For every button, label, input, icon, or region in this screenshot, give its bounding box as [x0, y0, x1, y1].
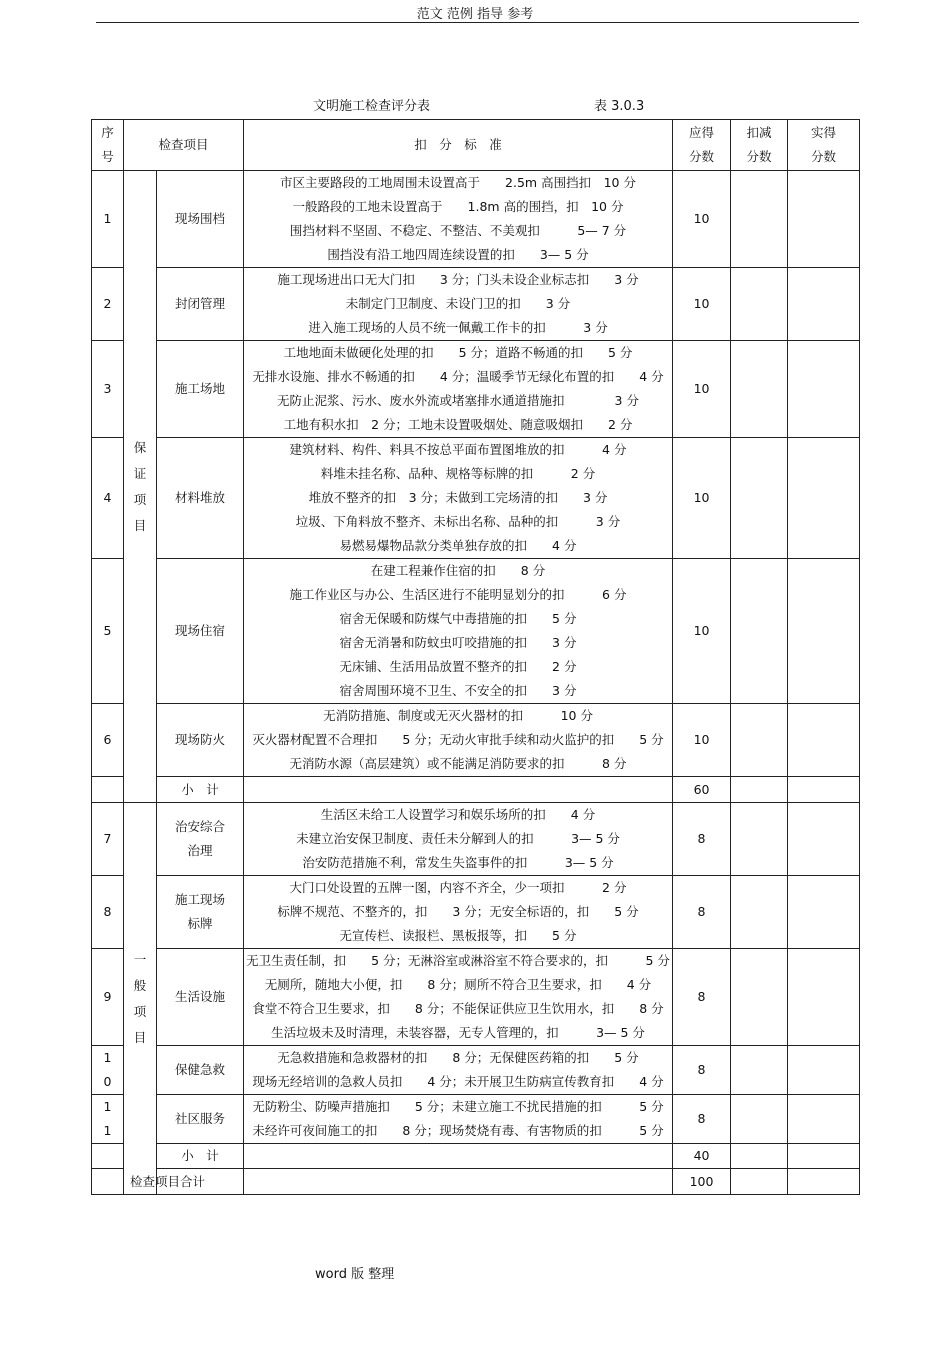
row-seq: 8 [92, 876, 124, 949]
row-actual-score [788, 1144, 860, 1169]
row-item: 社区服务 [157, 1095, 244, 1144]
row-actual-score [788, 1169, 860, 1195]
total-label: 检查项目合计 [92, 1169, 244, 1195]
row-standards: 建筑材料、构件、料具不按总平面布置图堆放的扣 4 分 料堆未挂名称、品种、规格等标牌的扣 2 分 堆放不整齐的扣 3 分；未做到工完场清的扣 3 分 垃圾、下角料放不整齐、未标出名称、品种的扣 3 分 易燃易爆物品款分类单独存放的扣 4 分 [244, 438, 673, 559]
subtotal-label: 小 计 [157, 1144, 244, 1169]
col-due-header: 应得 分数 [673, 120, 731, 171]
row-actual-score [788, 171, 860, 268]
row-item: 现场防火 [157, 704, 244, 777]
table-row [92, 704, 860, 777]
row-standards [244, 777, 673, 803]
row-deduct-score [731, 268, 788, 341]
row-due-score: 8 [673, 1095, 731, 1144]
row-deduct-score [731, 1144, 788, 1169]
row-due-score: 10 [673, 559, 731, 704]
group-label-general: 一 般 项 目 [124, 803, 157, 1195]
row-seq: 1 1 [92, 1095, 124, 1144]
row-deduct-score [731, 803, 788, 876]
row-item: 现场住宿 [157, 559, 244, 704]
row-standards [244, 1169, 673, 1195]
table-title: 文明施工检查评分表 [313, 99, 431, 114]
subtotal-row [92, 777, 860, 803]
row-standards: 无消防措施、制度或无灭火器材的扣 10 分 灭火器材配置不合理扣 5 分；无动火审批手续和动火监护的扣 5 分 无消防水源（高层建筑）或不能满足消防要求的扣 8 分 [244, 704, 673, 777]
row-due-score: 10 [673, 704, 731, 777]
subtotal-score: 60 [673, 777, 731, 803]
page-header: 范文 范例 指导 参考 [416, 7, 534, 22]
row-seq [92, 1144, 124, 1169]
row-item: 保健急救 [157, 1046, 244, 1095]
subtotal-label: 小 计 [157, 777, 244, 803]
table-code: 表 3.0.3 [594, 99, 645, 114]
row-actual-score [788, 438, 860, 559]
row-deduct-score [731, 704, 788, 777]
row-due-score: 10 [673, 438, 731, 559]
row-actual-score [788, 1046, 860, 1095]
col-actual-header: 实得 分数 [788, 120, 860, 171]
row-item: 材料堆放 [157, 438, 244, 559]
row-standards: 市区主要路段的工地周围未设置高于 2.5m 高围挡扣 10 分 一般路段的工地未设置高于 1.8m 高的围挡，扣 10 分 围挡材料不坚固、不稳定、不整洁、不美观扣 5— 7 分 围挡没有沿工地四周连续设置的扣 3— 5 分 [244, 171, 673, 268]
table-row [92, 438, 860, 559]
row-item: 现场围档 [157, 171, 244, 268]
table-row [92, 1095, 860, 1144]
row-deduct-score [731, 949, 788, 1046]
row-item: 封闭管理 [157, 268, 244, 341]
row-seq: 3 [92, 341, 124, 438]
row-deduct-score [731, 171, 788, 268]
row-deduct-score [731, 438, 788, 559]
row-actual-score [788, 704, 860, 777]
header-rule [96, 22, 859, 23]
row-standards [244, 1144, 673, 1169]
row-actual-score [788, 949, 860, 1046]
row-seq: 6 [92, 704, 124, 777]
row-actual-score [788, 268, 860, 341]
table-row [92, 171, 860, 268]
row-standards: 在建工程兼作住宿的扣 8 分 施工作业区与办公、生活区进行不能明显划分的扣 6 分 宿舍无保暖和防煤气中毒措施的扣 5 分 宿舍无消暑和防蚊虫叮咬措施的扣 3 分 无床铺、生活用品放置不整齐的扣 2 分 宿舍周围环境不卫生、不安全的扣 3 分 [244, 559, 673, 704]
row-due-score: 8 [673, 1046, 731, 1095]
group-label-guarantee: 保 证 项 目 [124, 171, 157, 803]
row-item: 生活设施 [157, 949, 244, 1046]
row-actual-score [788, 559, 860, 704]
row-seq: 7 [92, 803, 124, 876]
col-deduct-header: 扣减 分数 [731, 120, 788, 171]
subtotal-row [92, 1144, 860, 1169]
row-due-score: 8 [673, 949, 731, 1046]
table-row [92, 1046, 860, 1095]
row-standards: 施工现场进出口无大门扣 3 分；门头未设企业标志扣 3 分 未制定门卫制度、未设门卫的扣 3 分 进入施工现场的人员不统一佩戴工作卡的扣 3 分 [244, 268, 673, 341]
row-item: 治安综合 治理 [157, 803, 244, 876]
row-actual-score [788, 777, 860, 803]
page-footer: word 版 整理 [315, 1267, 395, 1282]
row-due-score: 8 [673, 876, 731, 949]
col-standard-header: 扣 分 标 准 [244, 120, 673, 171]
row-deduct-score [731, 777, 788, 803]
row-seq: 9 [92, 949, 124, 1046]
row-actual-score [788, 803, 860, 876]
row-deduct-score [731, 559, 788, 704]
subtotal-score: 40 [673, 1144, 731, 1169]
row-standards: 无急救措施和急救器材的扣 8 分；无保健医药箱的扣 5 分 现场无经培训的急救人员扣 4 分；未开展卫生防病宣传教育扣 4 分 [244, 1046, 673, 1095]
row-seq: 1 [92, 171, 124, 268]
row-seq [92, 777, 124, 803]
table-row [92, 803, 860, 876]
row-deduct-score [731, 1169, 788, 1195]
row-standards: 无卫生责任制，扣 5 分；无淋浴室或淋浴室不符合要求的，扣 5 分 无厕所，随地大小便，扣 8 分；厕所不符合卫生要求，扣 4 分 食堂不符合卫生要求，扣 8 分；不能保证供应卫生饮用水，扣 8 分 生活垃圾未及时清理，未装容器，无专人管理的，扣 3— 5 分 [244, 949, 673, 1046]
col-seq-header: 序 号 [92, 120, 124, 171]
row-standards: 生活区未给工人设置学习和娱乐场所的扣 4 分 未建立治安保卫制度、责任未分解到人的扣 3— 5 分 治安防范措施不利，常发生失盗事件的扣 3— 5 分 [244, 803, 673, 876]
row-item: 施工场地 [157, 341, 244, 438]
row-seq: 4 [92, 438, 124, 559]
row-due-score: 10 [673, 171, 731, 268]
row-deduct-score [731, 1046, 788, 1095]
total-row [92, 1169, 860, 1195]
table-row [92, 559, 860, 704]
total-score: 100 [673, 1169, 731, 1195]
col-item-header: 检查项目 [124, 120, 244, 171]
row-seq: 5 [92, 559, 124, 704]
row-seq: 2 [92, 268, 124, 341]
table-row [92, 949, 860, 1046]
row-standards: 无防粉尘、防噪声措施扣 5 分；未建立施工不扰民措施的扣 5 分 未经许可夜间施工的扣 8 分；现场焚烧有毒、有害物质的扣 5 分 [244, 1095, 673, 1144]
table-row [92, 268, 860, 341]
row-item: 施工现场 标牌 [157, 876, 244, 949]
row-actual-score [788, 341, 860, 438]
header-row [92, 120, 860, 171]
row-deduct-score [731, 1095, 788, 1144]
table-row [92, 876, 860, 949]
row-due-score: 10 [673, 268, 731, 341]
row-deduct-score [731, 341, 788, 438]
row-actual-score [788, 1095, 860, 1144]
row-actual-score [788, 876, 860, 949]
row-deduct-score [731, 876, 788, 949]
row-due-score: 10 [673, 341, 731, 438]
row-due-score: 8 [673, 803, 731, 876]
row-seq: 1 0 [92, 1046, 124, 1095]
table-row [92, 341, 860, 438]
row-standards: 工地地面未做硬化处理的扣 5 分；道路不畅通的扣 5 分 无排水设施、排水不畅通的扣 4 分；温暖季节无绿化布置的扣 4 分 无防止泥浆、污水、废水外流或堵塞排水通道措施扣 3 分 工地有积水扣 2 分；工地未设置吸烟处、随意吸烟扣 2 分 [244, 341, 673, 438]
row-standards: 大门口处设置的五牌一图，内容不齐全，少一项扣 2 分 标牌不规范、不整齐的，扣 3 分；无安全标语的，扣 5 分 无宣传栏、读报栏、黑板报等，扣 5 分 [244, 876, 673, 949]
score-table [91, 119, 860, 1195]
